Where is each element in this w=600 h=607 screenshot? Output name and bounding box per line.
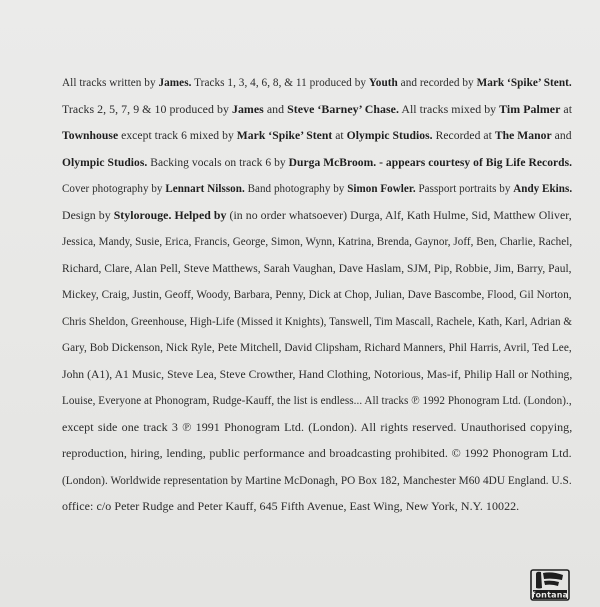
- fontana-logo-text: fontana: [531, 590, 569, 600]
- credit-line: [62, 367, 572, 381]
- credit-text: All tracks written by: [62, 75, 159, 89]
- credit-text: office: c/o Peter Rudge and Peter Kauff, 645 Fifth Avenue, East Wing, New York, N.Y. 10022.: [62, 499, 520, 513]
- credit-text: (in no order whatsoever) Durga, Alf, Kath Hulme, Sid, Matthew Oliver,: [226, 207, 572, 222]
- credit-name: Olympic Studios.: [346, 128, 433, 142]
- credit-text: All tracks mixed by: [398, 101, 500, 116]
- credit-text: Passport portraits by: [415, 181, 514, 195]
- credit-text: Louise, Everyone at Phonogram, Rudge-Kauff, the list is endless... All tracks ℗ 1992 Phonogram Ltd. (London).,: [62, 393, 572, 407]
- credit-text: except track 6 mixed by: [118, 128, 237, 142]
- credit-name: Tim Palmer: [499, 101, 561, 116]
- credit-text: Recorded at: [432, 128, 495, 142]
- credit-text: Richard, Clare, Alan Pell, Steve Matthews, Sarah Vaughan, Dave Haslam, SJM, Pip, Robbie, Jim, Barry, Paul,: [62, 260, 572, 275]
- credit-line: [62, 234, 572, 248]
- credit-line: [62, 420, 572, 434]
- credit-line: [62, 446, 572, 460]
- credit-text: and: [551, 128, 572, 142]
- credit-line: [62, 261, 572, 275]
- fontana-logo-icon: [530, 569, 570, 601]
- credit-line: [62, 75, 572, 89]
- credit-text: Mickey, Craig, Justin, Geoff, Woody, Barbara, Penny, Dick at Chop, Julian, Dave Bascombe, Flood, Gil Norton,: [62, 287, 572, 301]
- credit-name: Youth: [368, 75, 398, 89]
- credit-name: Andy Ekins.: [513, 181, 573, 195]
- credit-name: James.: [158, 75, 192, 89]
- credit-line: [62, 208, 572, 222]
- credit-name: James: [231, 101, 264, 116]
- credit-text: and recorded by: [397, 75, 477, 89]
- credit-line: [62, 287, 572, 301]
- credit-text: and: [263, 101, 288, 116]
- credit-name: Mark ‘Spike’ Stent: [236, 128, 333, 142]
- credit-line: [62, 473, 572, 487]
- credit-line: [62, 314, 572, 328]
- credit-line: [62, 340, 572, 354]
- credit-name: Simon Fowler.: [347, 181, 416, 195]
- credit-line: [62, 181, 572, 195]
- credit-name: Stylorouge.: [113, 207, 172, 222]
- credit-text: Band photography by: [244, 181, 348, 195]
- credit-text: Design by: [62, 207, 114, 222]
- credit-line: [62, 499, 519, 513]
- credit-text: Jessica, Mandy, Susie, Erica, Francis, George, Simon, Wynn, Katrina, Brenda, Gaynor, Joff, Ben, Charlie, Rachel,: [62, 234, 573, 248]
- credit-text: Gary, Bob Dickenson, Nick Ryle, Pete Mitchell, David Clipsham, Richard Manners, Phil Harris, Avril, Ted Lee,: [62, 340, 572, 354]
- credit-text: Cover photography by: [62, 181, 166, 195]
- credit-name: Townhouse: [62, 128, 119, 142]
- credit-line: [62, 393, 572, 407]
- credit-text: (London). Worldwide representation by Martine McDonagh, PO Box 182, Manchester M60 4DU England. U.S.: [62, 472, 572, 487]
- credit-text: at: [560, 101, 573, 116]
- credit-name: Steve ‘Barney’ Chase.: [287, 101, 399, 116]
- credit-name: Olympic Studios.: [62, 154, 148, 169]
- credit-name: Helped by: [174, 207, 227, 222]
- credit-text: Tracks 1, 3, 4, 6, 8, & 11 produced by: [191, 75, 369, 89]
- credit-text: at: [332, 128, 347, 142]
- credit-text: John (A1), A1 Music, Steve Lea, Steve Crowther, Hand Clothing, Notorious, Mas-if, Philip Hall or Nothing,: [62, 366, 573, 381]
- credit-text: Backing vocals on track 6 by: [147, 154, 289, 169]
- credit-name: Mark ‘Spike’ Stent.: [476, 75, 572, 89]
- credit-text: reproduction, hiring, lending, public performance and broadcasting prohibited. © 1992 Phonogram Ltd.: [62, 446, 572, 460]
- credit-line: [62, 155, 572, 169]
- credit-name: Durga McBroom. - appears courtesy of Big Life Records.: [288, 154, 573, 169]
- credit-text: except side one track 3 ℗ 1991 Phonogram Ltd. (London). All rights reserved. Unauthorised copying,: [62, 419, 573, 434]
- credit-text: Chris Sheldon, Greenhouse, High-Life (Missed it Knights), Tanswell, Tim Mascall, Rachele, Kath, Karl, Adrian &: [62, 313, 573, 328]
- credit-line: [62, 128, 572, 142]
- credit-name: The Manor: [494, 128, 552, 142]
- credit-line: [62, 102, 572, 116]
- credit-text: Tracks 2, 5, 7, 9 & 10 produced by: [62, 101, 232, 116]
- credit-name: Lennart Nilsson.: [165, 181, 245, 195]
